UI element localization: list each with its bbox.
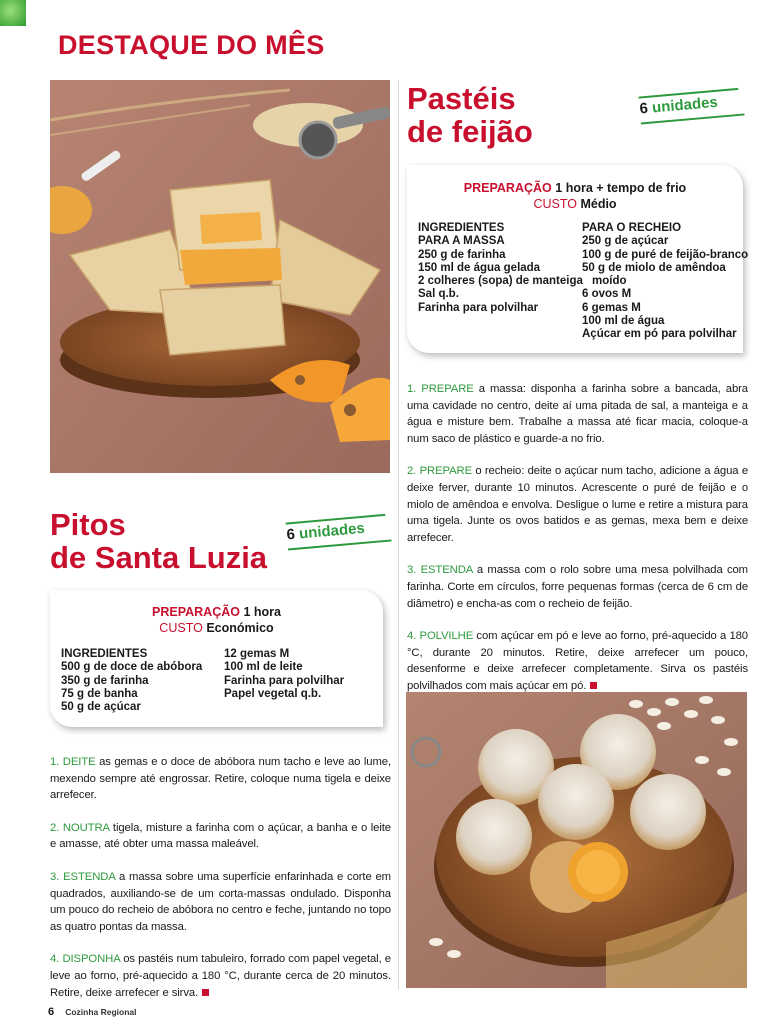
ingredient-item: 350 g de farinha bbox=[61, 674, 149, 687]
ingredient-item: 75 g de banha bbox=[61, 687, 138, 700]
yield-number: 6 bbox=[285, 525, 296, 544]
prep-cost-block bbox=[50, 604, 383, 637]
end-square-icon bbox=[590, 682, 597, 689]
ingredient-item: 6 ovos M bbox=[582, 288, 632, 301]
step-item: 2. NOUTRA tigela, misture a farinha com o açúcar, a banha e o leite e amasse, até obter uma massa maleável. bbox=[50, 821, 391, 851]
page-number: 6 bbox=[48, 1006, 55, 1018]
pitos-photo bbox=[50, 80, 390, 473]
title-line: Pitos bbox=[50, 507, 126, 542]
prep-value: 1 hora + tempo de frio bbox=[555, 181, 687, 195]
recheio-label: PARA O RECHEIO bbox=[582, 222, 682, 234]
prep-label: PREPARAÇÃO bbox=[463, 181, 552, 195]
ingredient-item: 150 ml de água gelada bbox=[418, 261, 541, 274]
yield-unit: unidades bbox=[651, 93, 719, 117]
ingredient-item: 500 g de doce de abóbora bbox=[61, 661, 203, 674]
ingredients-col-massa bbox=[418, 222, 583, 315]
ingredient-item: Papel vegetal q.b. bbox=[224, 687, 322, 700]
ingredient-item: 50 g de miolo de amêndoa bbox=[582, 261, 726, 274]
yield-badge-pitos bbox=[286, 518, 392, 557]
step-item: 1. DEITE as gemas e o doce de abóbora num tacho e leve ao lume, mexendo sempre até engrossar. Retire, coloque numa tigela e deixe arrefecer. bbox=[50, 756, 391, 802]
ingredient-item: moído bbox=[592, 275, 627, 288]
step-item: 4. POLVILHE com açúcar em pó e leve ao forno, pré-aquecido a 180 °C, durante 20 minutos. Retire, deixe arrefecer um pouco, desenforme e deixe arrefecer completamente. Sirva os pastéis polvilhados com mais açúcar em pó. bbox=[407, 630, 748, 692]
step-item: 1. PREPARE a massa: disponha a farinha sobre a bancada, abra uma cavidade no centro, deite aí uma pitada de sal, a manteiga e a água e misture bem. Trabalhe a massa até ficar macia, coloque-a num saco de plástico e guarde-a no frio. bbox=[407, 383, 748, 445]
ingredient-item: Farinha para polvilhar bbox=[418, 301, 539, 314]
ingredients-label: INGREDIENTES bbox=[418, 222, 505, 234]
ingredient-item: 100 ml de leite bbox=[224, 661, 303, 674]
step-item: 3. ESTENDA a massa sobre uma superfície enfarinhada e corte em quadrados, auxiliando-se de um corta-massas ondulado. Disponha um pouco do recheio de abóbora no centro e feche, juntando no topo as quatro pontas da massa. bbox=[50, 870, 391, 933]
prep-value: 1 hora bbox=[243, 605, 281, 619]
cost-value: Económico bbox=[206, 621, 274, 636]
ingredients-label: INGREDIENTES bbox=[61, 648, 148, 660]
ingredient-item: 2 colheres (sopa) de manteiga bbox=[418, 275, 583, 288]
step-item: 4. DISPONHA os pastéis num tabuleiro, forrado com papel vegetal, e leve ao forno, pré-aquecido a 180 °C, durante cerca de 20 minutos. Retire, deixe arrefecer e sirva. bbox=[50, 953, 391, 999]
ingredient-item: Farinha para polvilhar bbox=[224, 674, 345, 687]
ingredients-col-1 bbox=[61, 648, 202, 714]
ingredient-item: 250 g de farinha bbox=[418, 248, 506, 261]
steps-pitos bbox=[50, 754, 391, 1017]
ingredient-item: Sal q.b. bbox=[418, 288, 459, 301]
corner-tab-icon bbox=[0, 0, 26, 26]
yield-badge-pasteis bbox=[639, 92, 745, 131]
step-item: 3. ESTENDA a massa com o rolo sobre uma mesa polvilhada com farinha. Corte em círculos, forre pequenas formas (cerca de 6 cm de diâmetro) e encha-as com o recheio de feijão. bbox=[407, 564, 748, 610]
end-square-icon bbox=[202, 989, 209, 996]
yield-number: 6 bbox=[638, 99, 649, 118]
column-divider bbox=[398, 80, 399, 990]
prep-label: PREPARAÇÃO bbox=[152, 605, 240, 619]
title-line: Pastéis bbox=[407, 81, 516, 116]
info-card-pitos bbox=[50, 590, 383, 727]
title-line: de Santa Luzia bbox=[50, 540, 268, 576]
step-item: 2. PREPARE o recheio: deite o açúcar num tacho, adicione a água e deixe ferver, durante 10 minutos. Acrescente o puré de feijão e o miolo de amêndoa e envolva. Desligue o lume e retire a mistura para uma tigela. Junte os ovos batidos e as gemas, mexa bem e deixe arrefecer. bbox=[407, 465, 748, 544]
ingredients-col-2 bbox=[224, 648, 344, 701]
recipe-title-pasteis bbox=[407, 82, 533, 149]
steps-pasteis bbox=[407, 381, 748, 711]
massa-label: PARA A MASSA bbox=[418, 235, 505, 248]
ingredient-item: 50 g de açúcar bbox=[61, 701, 141, 714]
cost-value: Médio bbox=[580, 197, 617, 212]
ingredient-item: Açúcar em pó para polvilhar bbox=[582, 328, 737, 341]
cost-label: CUSTO bbox=[159, 621, 203, 636]
ingredient-item: 100 ml de água bbox=[582, 315, 665, 328]
yield-unit: unidades bbox=[298, 519, 366, 543]
recipe-title-pitos bbox=[50, 508, 267, 575]
ingredient-item: 6 gemas M bbox=[582, 301, 641, 314]
ingredients-col-recheio bbox=[582, 222, 748, 342]
cost-label: CUSTO bbox=[533, 197, 577, 212]
magazine-name: Cozinha Regional bbox=[65, 1007, 137, 1017]
pasteis-photo bbox=[406, 692, 747, 988]
prep-cost-block bbox=[407, 180, 743, 213]
title-line: de feijão bbox=[407, 114, 533, 150]
ingredient-item: 250 g de açúcar bbox=[582, 235, 669, 248]
ingredient-item: 100 g de puré de feijão-branco bbox=[582, 248, 749, 261]
info-card-pasteis bbox=[407, 165, 749, 353]
section-header: DESTAQUE DO MÊS bbox=[58, 30, 325, 60]
page-footer bbox=[48, 1006, 137, 1018]
ingredient-item: 12 gemas M bbox=[224, 648, 290, 660]
